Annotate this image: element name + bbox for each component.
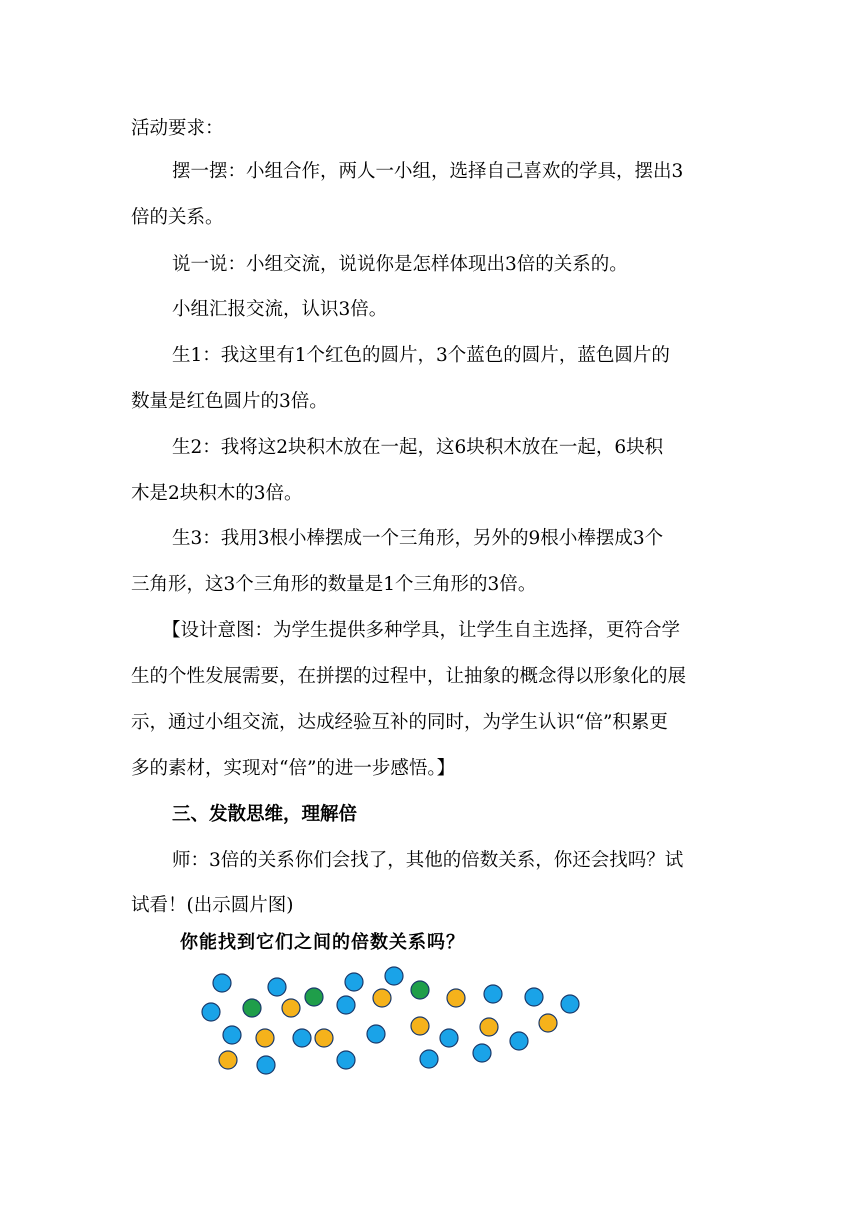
green-disc: [411, 981, 429, 999]
paragraph-line: 说一说：小组交流，说说你是怎样体现出3倍的关系的。: [172, 254, 628, 275]
blue-disc: [440, 1029, 458, 1047]
blue-disc: [510, 1032, 528, 1050]
blue-disc: [337, 1051, 355, 1069]
design-intent-line: 示，通过小组交流，达成经验互补的同时，为学生认识“倍”积累更: [131, 712, 668, 733]
yellow-disc: [315, 1029, 333, 1047]
blue-disc: [202, 1003, 220, 1021]
paragraph-line: 三角形，这3个三角形的数量是1个三角形的3倍。: [131, 574, 537, 595]
yellow-disc: [256, 1029, 274, 1047]
blue-disc: [223, 1026, 241, 1044]
blue-disc: [257, 1056, 275, 1074]
blue-disc: [337, 996, 355, 1014]
blue-disc: [213, 974, 231, 992]
paragraph-line: 小组汇报交流，认识3倍。: [172, 299, 388, 320]
paragraph-line: 木是2块积木的3倍。: [131, 483, 303, 504]
yellow-disc: [447, 989, 465, 1007]
paragraph-line: 倍的关系。: [131, 207, 224, 228]
yellow-disc: [539, 1014, 557, 1032]
blue-disc: [473, 1044, 491, 1062]
section-heading: 三、发散思维，理解倍: [172, 804, 358, 825]
design-intent-line: 【设计意图：为学生提供多种学具，让学生自主选择，更符合学: [162, 620, 681, 641]
green-disc: [305, 988, 323, 1006]
dot-figure: [170, 920, 610, 1090]
paragraph-line: 试看！(出示圆片图): [131, 895, 294, 916]
paragraph-line: 师：3倍的关系你们会找了，其他的倍数关系，你还会找吗？试: [172, 850, 684, 871]
dot-field: [170, 920, 610, 1090]
blue-disc: [293, 1029, 311, 1047]
blue-disc: [525, 988, 543, 1006]
yellow-disc: [282, 999, 300, 1017]
activity-heading: 活动要求：: [131, 118, 224, 139]
yellow-disc: [411, 1017, 429, 1035]
blue-disc: [385, 967, 403, 985]
paragraph-line: 生2：我将这2块积木放在一起，这6块积木放在一起，6块积: [172, 437, 664, 458]
paragraph-line: 摆一摆：小组合作，两人一小组，选择自己喜欢的学具，摆出3: [172, 161, 684, 182]
yellow-disc: [219, 1051, 237, 1069]
design-intent-line: 生的个性发展需要，在拼摆的过程中，让抽象的概念得以形象化的展: [131, 666, 687, 687]
blue-disc: [420, 1050, 438, 1068]
blue-disc: [484, 985, 502, 1003]
yellow-disc: [373, 989, 391, 1007]
paragraph-line: 生3：我用3根小棒摆成一个三角形，另外的9根小棒摆成3个: [172, 528, 664, 549]
blue-disc: [268, 978, 286, 996]
design-intent-line: 多的素材，实现对“倍”的进一步感悟。】: [131, 758, 456, 779]
blue-disc: [367, 1025, 385, 1043]
paragraph-line: 生1：我这里有1个红色的圆片，3个蓝色的圆片，蓝色圆片的: [172, 345, 670, 366]
green-disc: [243, 999, 261, 1017]
paragraph-line: 数量是红色圆片的3倍。: [131, 391, 328, 412]
blue-disc: [345, 973, 363, 991]
blue-disc: [561, 995, 579, 1013]
figure-caption: 你能找到它们之间的倍数关系吗？: [180, 932, 465, 953]
yellow-disc: [480, 1018, 498, 1036]
